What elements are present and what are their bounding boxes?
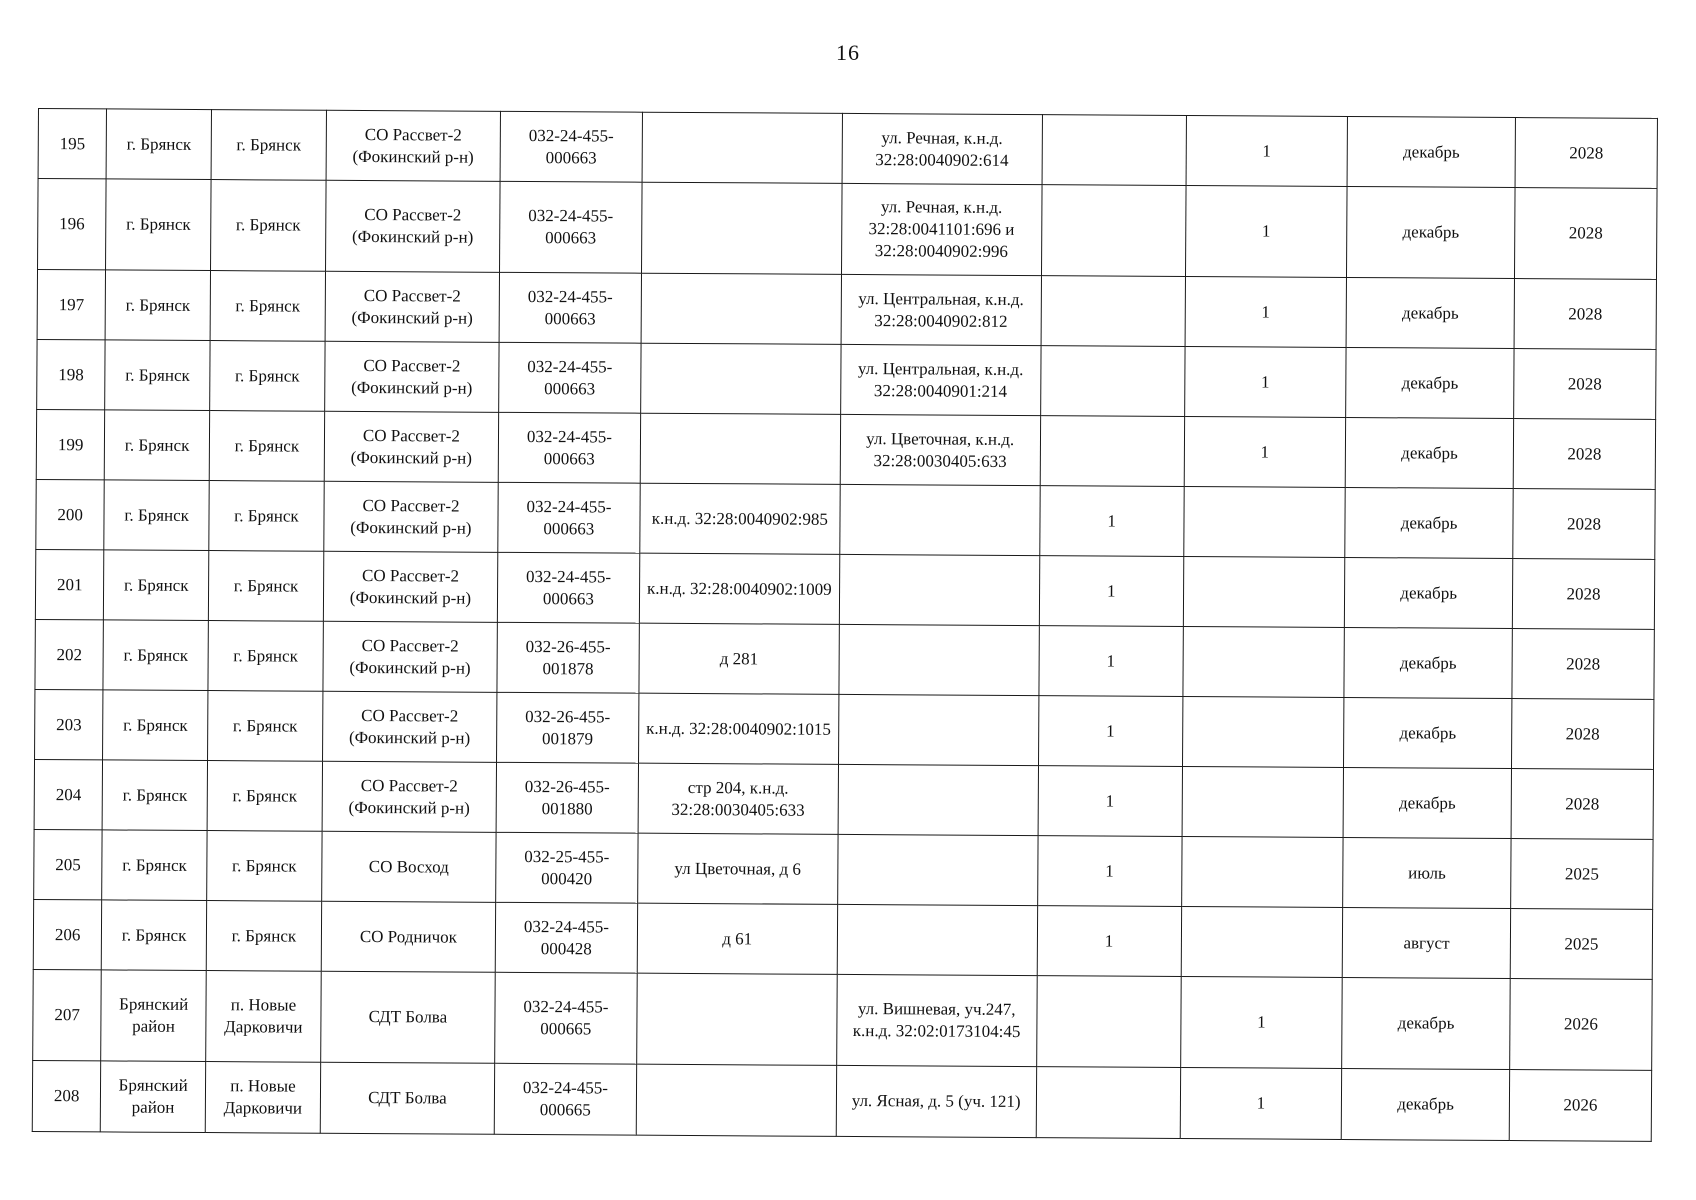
year-cell: 2028 [1511, 769, 1653, 840]
address-building-cell: стр 204, к.н.д. 32:28:0030405:633 [638, 763, 838, 834]
settlement-cell: г. Брянск [206, 901, 321, 972]
row-number-cell: 208 [32, 1060, 101, 1131]
month-cell: декабрь [1345, 557, 1513, 628]
district-cell: Брянский район [101, 970, 206, 1062]
society-name-cell: СО Рассвет-2 (Фокинский р-н) [324, 411, 498, 482]
year-cell: 2028 [1515, 118, 1657, 189]
quantity-land-cell [1182, 697, 1344, 768]
quantity-building-cell [1036, 976, 1181, 1068]
quantity-building-cell: 1 [1039, 556, 1183, 627]
month-cell: август [1342, 907, 1510, 978]
registry-code-cell: 032-26-455-001879 [496, 692, 638, 763]
quantity-land-cell [1181, 906, 1343, 977]
quantity-land-cell [1183, 487, 1345, 558]
quantity-building-cell [1036, 1067, 1180, 1139]
society-name-cell: СО Рассвет-2 (Фокинский р-н) [325, 341, 499, 412]
row-number-cell: 196 [38, 179, 107, 270]
quantity-building-cell [1040, 416, 1184, 487]
society-name-cell: СО Рассвет-2 (Фокинский р-н) [323, 621, 497, 692]
district-cell: г. Брянск [102, 900, 207, 971]
society-name-cell: СО Рассвет-2 (Фокинский р-н) [325, 180, 500, 272]
month-cell: декабрь [1344, 627, 1512, 698]
table-row [35, 689, 1654, 769]
registry-rows [32, 109, 1657, 1142]
quantity-building-cell [1041, 185, 1186, 277]
registry-code-cell: 032-24-455-000663 [497, 552, 639, 623]
quantity-building-cell [1041, 276, 1185, 347]
month-cell: декабрь [1341, 1068, 1509, 1140]
address-building-cell [641, 273, 841, 344]
settlement-cell: г. Брянск [208, 621, 323, 692]
month-cell: июль [1343, 837, 1511, 908]
registry-code-cell: 032-24-455-000663 [500, 111, 642, 182]
address-building-cell [641, 182, 841, 274]
district-cell: г. Брянск [105, 340, 210, 411]
year-cell: 2025 [1511, 839, 1653, 910]
district-cell: Брянский район [101, 1061, 206, 1133]
row-number-cell: 200 [36, 479, 105, 549]
address-land-cell: ул. Речная, к.н.д. 32:28:0041101:696 и 32:28:0040902:996 [841, 183, 1041, 275]
district-cell: г. Брянск [104, 480, 209, 551]
year-cell: 2028 [1515, 188, 1658, 280]
society-name-cell: СДТ Болва [321, 971, 496, 1063]
table-row [35, 619, 1654, 699]
quantity-land-cell: 1 [1184, 417, 1346, 488]
society-name-cell: СО Рассвет-2 (Фокинский р-н) [322, 691, 496, 762]
address-building-cell [641, 343, 841, 414]
year-cell: 2026 [1509, 1070, 1651, 1142]
district-cell: г. Брянск [105, 410, 210, 481]
address-building-cell: к.н.д. 32:28:0040902:1015 [638, 693, 838, 764]
registry-code-cell: 032-26-455-001878 [497, 622, 639, 693]
row-number-cell: 206 [33, 899, 102, 969]
address-building-cell: д 61 [637, 903, 837, 974]
society-name-cell: СО Рассвет-2 (Фокинский р-н) [326, 110, 500, 181]
settlement-cell: п. Новые Дарковичи [206, 971, 322, 1063]
table-row [34, 759, 1653, 839]
address-land-cell [837, 834, 1037, 905]
address-land-cell: ул. Ясная, д. 5 (уч. 121) [836, 1065, 1036, 1137]
quantity-building-cell: 1 [1039, 626, 1183, 697]
row-number-cell: 197 [37, 270, 106, 340]
row-number-cell: 198 [37, 339, 106, 409]
quantity-building-cell: 1 [1038, 696, 1182, 767]
registry-code-cell: 032-24-455-000663 [498, 412, 640, 483]
table-row [36, 409, 1655, 489]
address-land-cell: ул. Цветочная, к.н.д. 32:28:0030405:633 [840, 414, 1040, 485]
settlement-cell: г. Брянск [208, 551, 323, 622]
year-cell: 2028 [1513, 419, 1655, 490]
address-building-cell [642, 112, 842, 183]
quantity-building-cell: 1 [1037, 906, 1181, 977]
year-cell: 2028 [1512, 629, 1654, 700]
address-land-cell [838, 694, 1038, 765]
society-name-cell: СО Восход [322, 831, 496, 902]
row-number-cell: 203 [35, 689, 104, 759]
table-row [36, 479, 1655, 559]
district-cell: г. Брянск [106, 109, 211, 180]
settlement-cell: г. Брянск [210, 271, 325, 342]
settlement-cell: г. Брянск [207, 831, 322, 902]
row-number-cell: 202 [35, 619, 104, 689]
month-cell: декабрь [1345, 417, 1513, 488]
table-row [33, 899, 1652, 979]
address-land-cell [839, 624, 1039, 695]
quantity-land-cell [1182, 767, 1344, 838]
society-name-cell: СО Рассвет-2 (Фокинский р-н) [323, 551, 497, 622]
registry-code-cell: 032-24-455-000665 [495, 972, 637, 1064]
row-number-cell: 207 [33, 969, 102, 1060]
society-name-cell: СО Родничок [321, 901, 495, 972]
society-name-cell: СДТ Болва [320, 1062, 494, 1134]
address-land-cell [839, 554, 1039, 625]
registry-code-cell: 032-24-455-000663 [498, 482, 640, 553]
table-row [35, 549, 1654, 629]
settlement-cell: г. Брянск [207, 691, 322, 762]
address-building-cell [636, 1064, 836, 1136]
district-cell: г. Брянск [104, 550, 209, 621]
year-cell: 2028 [1512, 559, 1654, 630]
month-cell: декабрь [1347, 117, 1515, 188]
address-land-cell [837, 904, 1037, 975]
quantity-land-cell [1183, 557, 1345, 628]
settlement-cell: г. Брянск [210, 341, 325, 412]
address-building-cell: д 281 [639, 623, 839, 694]
address-building-cell [640, 413, 840, 484]
address-land-cell [838, 764, 1038, 835]
registry-code-cell: 032-25-455-000420 [496, 832, 638, 903]
district-cell: г. Брянск [105, 270, 210, 341]
address-land-cell: ул. Вишневая, уч.247, к.н.д. 32:02:0173104:45 [836, 974, 1036, 1066]
table-row [38, 109, 1657, 189]
month-cell: декабрь [1346, 347, 1514, 418]
quantity-land-cell: 1 [1180, 1067, 1342, 1139]
registry-code-cell: 032-24-455-000665 [494, 1063, 636, 1135]
quantity-building-cell: 1 [1038, 766, 1182, 837]
district-cell: г. Брянск [103, 690, 208, 761]
registry-code-cell: 032-24-455-000428 [495, 902, 637, 973]
row-number-cell: 205 [34, 829, 103, 899]
quantity-land-cell [1183, 627, 1345, 698]
row-number-cell: 195 [38, 109, 107, 179]
year-cell: 2026 [1510, 979, 1653, 1071]
quantity-building-cell: 1 [1039, 486, 1183, 557]
address-land-cell: ул. Центральная, к.н.д. 32:28:0040901:214 [840, 344, 1040, 415]
quantity-building-cell [1042, 115, 1186, 186]
society-name-cell: СО Рассвет-2 (Фокинский р-н) [324, 481, 498, 552]
address-land-cell: ул. Речная, к.н.д. 32:28:0040902:614 [842, 113, 1042, 184]
row-number-cell: 204 [34, 759, 103, 829]
address-building-cell [637, 973, 837, 1065]
district-cell: г. Брянск [103, 620, 208, 691]
settlement-cell: г. Брянск [209, 411, 324, 482]
address-building-cell: к.н.д. 32:28:0040902:985 [640, 483, 840, 554]
table-row [38, 179, 1658, 280]
society-name-cell: СО Рассвет-2 (Фокинский р-н) [325, 271, 499, 342]
table-row [33, 969, 1653, 1070]
quantity-building-cell [1040, 346, 1184, 417]
year-cell: 2028 [1514, 279, 1656, 350]
district-cell: г. Брянск [106, 179, 211, 271]
settlement-cell: п. Новые Дарковичи [205, 1062, 320, 1134]
quantity-land-cell: 1 [1184, 347, 1346, 418]
registry-code-cell: 032-24-455-000663 [499, 181, 641, 273]
row-number-cell: 199 [36, 409, 105, 479]
page-number: 16 [836, 40, 860, 65]
year-cell: 2025 [1510, 909, 1652, 980]
quantity-land-cell: 1 [1180, 976, 1342, 1068]
month-cell: декабрь [1343, 767, 1511, 838]
month-cell: декабрь [1342, 977, 1510, 1069]
settlement-cell: г. Брянск [207, 761, 322, 832]
quantity-land-cell: 1 [1185, 277, 1347, 348]
registry-table [32, 108, 1658, 1142]
settlement-cell: г. Брянск [211, 110, 326, 181]
registry-code-cell: 032-26-455-001880 [496, 762, 638, 833]
month-cell: декабрь [1344, 697, 1512, 768]
quantity-building-cell: 1 [1037, 836, 1181, 907]
district-cell: г. Брянск [102, 830, 207, 901]
district-cell: г. Брянск [102, 760, 207, 831]
month-cell: декабрь [1346, 277, 1514, 348]
month-cell: декабрь [1347, 186, 1515, 278]
quantity-land-cell: 1 [1185, 186, 1347, 278]
quantity-land-cell: 1 [1186, 116, 1348, 187]
table-row [32, 1060, 1651, 1141]
registry-code-cell: 032-24-455-000663 [499, 342, 641, 413]
address-land-cell: ул. Центральная, к.н.д. 32:28:0040902:812 [841, 274, 1041, 345]
year-cell: 2028 [1514, 349, 1656, 420]
table-row [37, 339, 1656, 419]
settlement-cell: г. Брянск [209, 481, 324, 552]
address-land-cell [840, 484, 1040, 555]
quantity-land-cell [1181, 837, 1343, 908]
address-building-cell: к.н.д. 32:28:0040902:1009 [639, 553, 839, 624]
month-cell: декабрь [1345, 487, 1513, 558]
year-cell: 2028 [1513, 489, 1655, 560]
table-row [37, 270, 1656, 350]
address-building-cell: ул Цветочная, д 6 [638, 833, 838, 904]
table-row [34, 829, 1653, 909]
year-cell: 2028 [1512, 699, 1654, 770]
settlement-cell: г. Брянск [210, 180, 326, 272]
society-name-cell: СО Рассвет-2 (Фокинский р-н) [322, 761, 496, 832]
registry-code-cell: 032-24-455-000663 [499, 272, 641, 343]
row-number-cell: 201 [35, 549, 104, 619]
